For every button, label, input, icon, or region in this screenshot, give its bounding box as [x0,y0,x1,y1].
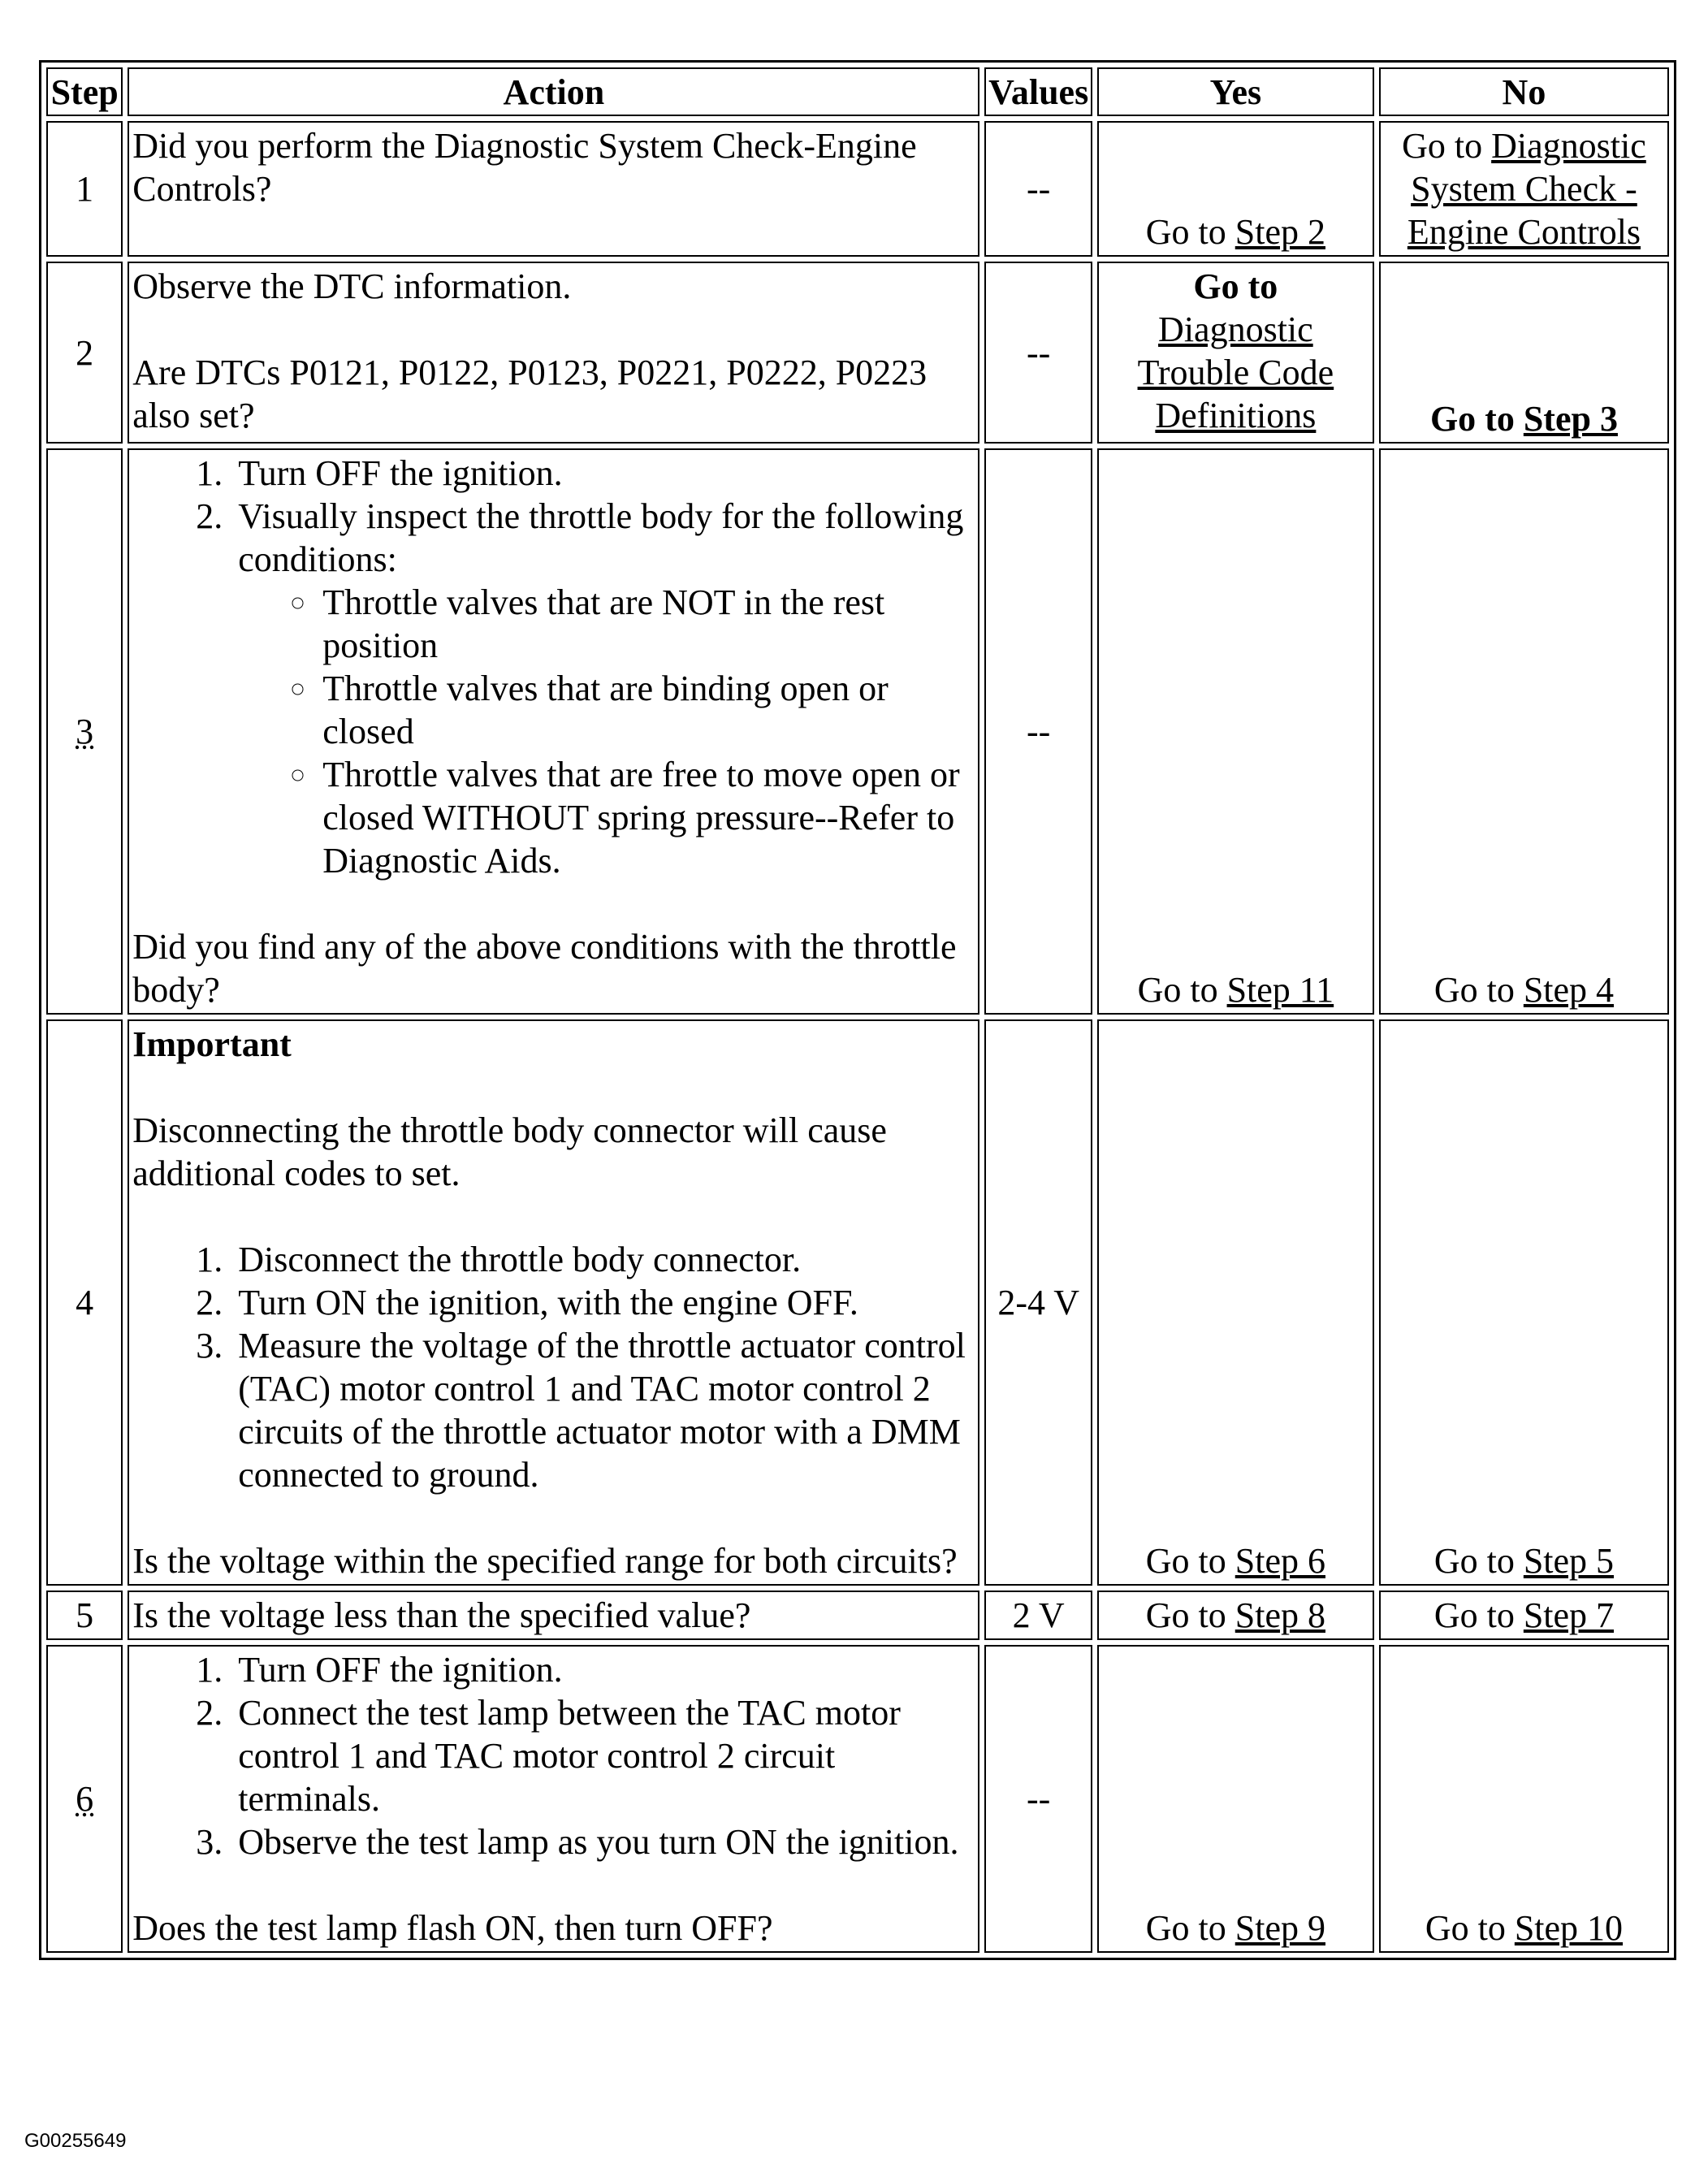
procedure-step-text: Visually inspect the throttle body for the following conditions: [238,496,964,579]
important-text: Disconnecting the throttle body connector will cause additional codes to set. [132,1110,887,1193]
yes-cell [1097,1019,1374,1586]
yes-cell [1097,1645,1374,1953]
action-question: Did you perform the Diagnostic System Check-Engine Controls? [132,126,917,209]
step-number: 2 [46,262,123,444]
no-cell [1379,1019,1669,1586]
yes-cell [1097,262,1374,444]
condition-item: ◦ Throttle valves that are binding open or closed [319,667,975,753]
table-row [46,262,1669,444]
action-cell [128,448,979,1015]
procedure-step: 1. Turn OFF the ignition. [231,452,975,495]
yes-prefix: Go to [1145,1541,1235,1581]
step-number [46,448,123,1015]
step-number: 1 [46,121,123,257]
action-question: Did you find any of the above conditions with the throttle body? [132,927,957,1010]
procedure-step: 1. Disconnect the throttle body connector. [231,1238,975,1281]
table-row [46,448,1669,1015]
no-prefix: Go to [1425,1908,1515,1948]
no-cell [1379,448,1669,1015]
no-prefix: Go to [1429,399,1524,439]
header-step: Step [46,67,123,116]
condition-item: ◦ Throttle valves that are free to move open or closed WITHOUT spring pressure--Refer to Diagnostic Aids. [319,753,975,882]
no-prefix: Go to [1433,1595,1524,1635]
step-number: 4 [46,1019,123,1586]
important-label: Important [132,1024,292,1064]
table-row [46,1019,1669,1586]
step-number-text: 6 [76,1779,94,1819]
step-number [46,1645,123,1953]
figure-id: G00255649 [24,2130,127,2152]
action-question: Are DTCs P0121, P0122, P0123, P0221, P0222, P0223 also set? [132,353,928,435]
no-link[interactable]: Step 10 [1514,1908,1624,1948]
action-cell [128,262,979,444]
procedure-step: 1. Turn OFF the ignition. [231,1648,975,1691]
yes-link[interactable]: Step 9 [1235,1908,1325,1948]
procedure-step: 2. Connect the test lamp between the TAC motor control 1 and TAC motor control 2 circuit terminals. [231,1691,975,1820]
header-row [46,67,1669,116]
condition-item: ◦ Throttle valves that are NOT in the rest position [319,581,975,667]
action-text: Observe the DTC information. [132,266,572,306]
procedure-list [132,452,975,882]
no-cell [1379,1645,1669,1953]
yes-prefix: Go to [1145,1595,1235,1635]
value-cell: 2 V [984,1591,1092,1640]
no-prefix: Go to [1433,1541,1524,1581]
no-link[interactable]: Step 7 [1523,1595,1615,1635]
action-cell [128,1019,979,1586]
no-link[interactable]: Step 4 [1523,970,1615,1010]
procedure-step [231,495,975,882]
value-cell: -- [984,448,1092,1015]
action-cell [128,1591,979,1640]
procedure-list [132,1648,975,1863]
yes-prefix: Go to [1193,266,1278,306]
step-number-text: 3 [76,712,94,751]
table-row [46,1645,1669,1953]
step-number: 5 [46,1591,123,1640]
yes-prefix: Go to [1145,212,1235,252]
action-question: Is the voltage within the specified range for both circuits? [132,1541,958,1581]
procedure-step: 3. Observe the test lamp as you turn ON the ignition. [231,1820,975,1863]
yes-cell [1097,1591,1374,1640]
action-cell [128,121,979,257]
procedure-list [132,1238,975,1496]
no-cell [1379,1591,1669,1640]
yes-link[interactable]: Step 11 [1226,970,1334,1010]
diagnostic-table [39,60,1676,1960]
value-cell: -- [984,121,1092,257]
action-cell [128,1645,979,1953]
value-cell: 2-4 V [984,1019,1092,1586]
value-cell: -- [984,262,1092,444]
procedure-step: 3. Measure the voltage of the throttle actuator control (TAC) motor control 1 and TAC motor control 2 circuits of the throttle actuator motor with a DMM connected to ground. [231,1324,975,1496]
yes-link[interactable]: Step 2 [1235,212,1325,252]
yes-prefix: Go to [1137,970,1227,1010]
action-question: Is the voltage less than the specified value? [132,1595,751,1635]
no-cell [1379,262,1669,444]
no-prefix: Go to [1402,126,1492,166]
yes-cell [1097,121,1374,257]
no-cell [1379,121,1669,257]
yes-cell [1097,448,1374,1015]
no-prefix: Go to [1433,970,1524,1010]
no-link[interactable]: Step 5 [1523,1541,1615,1581]
condition-list [238,581,975,882]
yes-link[interactable]: Step 8 [1235,1595,1325,1635]
yes-prefix: Go to [1145,1908,1235,1948]
header-values: Values [984,67,1092,116]
header-yes: Yes [1097,67,1374,116]
no-link[interactable]: Diagnostic System Check - Engine Controls [1407,126,1646,252]
yes-link[interactable]: Diagnostic Trouble Code Definitions [1137,309,1334,435]
table-row [46,1591,1669,1640]
header-no: No [1379,67,1669,116]
table-row [46,121,1669,257]
yes-link[interactable]: Step 6 [1235,1541,1325,1581]
action-question: Does the test lamp flash ON, then turn OFF? [132,1908,773,1948]
procedure-step: 2. Turn ON the ignition, with the engine OFF. [231,1281,975,1324]
value-cell: -- [984,1645,1092,1953]
no-link[interactable]: Step 3 [1523,399,1618,439]
header-action: Action [128,67,979,116]
